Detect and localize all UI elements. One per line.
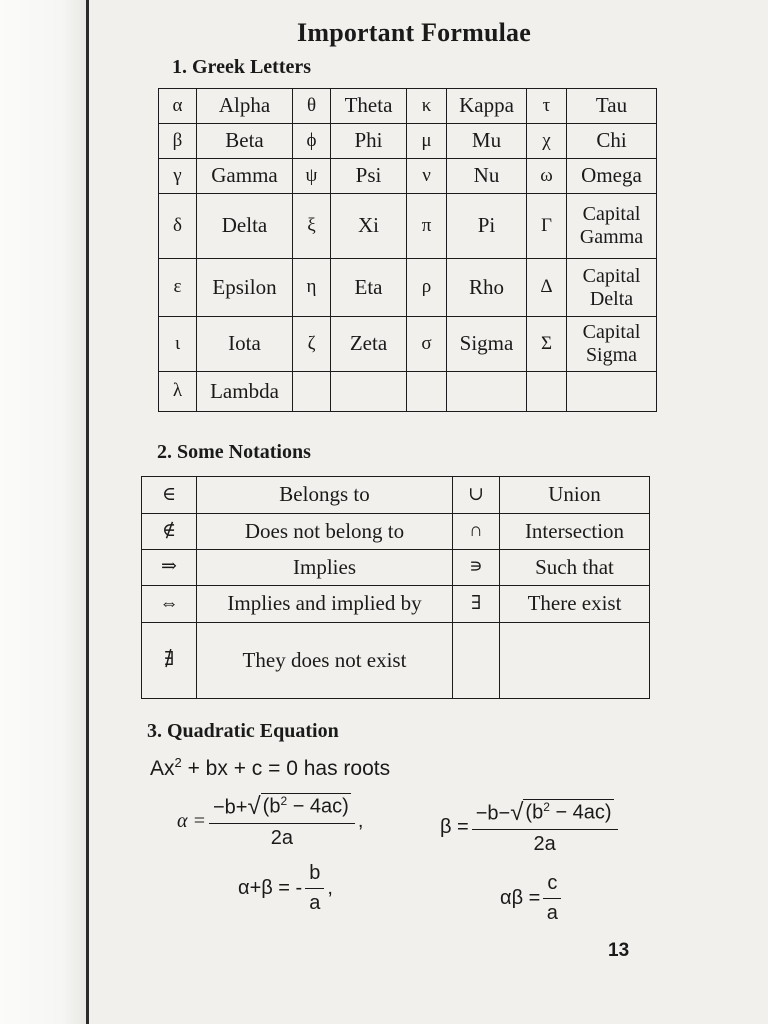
greek-name-cell: Capital Gamma <box>567 194 657 259</box>
notation-meaning-cell: There exist <box>500 586 650 623</box>
greek-symbol-cell: θ <box>293 89 331 124</box>
sum-of-roots-formula: α+β = - $\frac{b}{a}$ , <box>238 862 333 914</box>
notation-table-row <box>142 514 650 550</box>
greek-name-cell: Nu <box>447 159 527 194</box>
greek-symbol-cell: π <box>407 194 447 259</box>
greek-symbol-cell: ϕ <box>293 124 331 159</box>
greek-name-cell: Capital Delta <box>567 259 657 317</box>
greek-symbol-cell <box>407 372 447 412</box>
greek-table-row <box>159 317 657 372</box>
greek-symbol-cell: β <box>159 124 197 159</box>
greek-name-cell: Capital Sigma <box>567 317 657 372</box>
greek-name-cell: Omega <box>567 159 657 194</box>
notation-table-row <box>142 623 650 699</box>
greek-name-cell: Mu <box>447 124 527 159</box>
beta-fraction: −b− √ $(b^2 - 4ac)$ 2a <box>472 799 618 856</box>
greek-name-cell: Rho <box>447 259 527 317</box>
notation-meaning-cell: Such that <box>500 550 650 586</box>
greek-table-row <box>159 259 657 317</box>
greek-symbol-cell: ψ <box>293 159 331 194</box>
product-of-roots-formula: αβ = $\frac{c}{a}$ <box>500 872 564 925</box>
alpha-fraction: −b+ √ $(b^2 - 4ac)$ 2a <box>209 793 355 850</box>
notation-symbol-cell: ∩ <box>453 514 500 550</box>
beta-root-formula <box>440 799 621 856</box>
notation-symbol-cell: ∈ <box>142 477 197 514</box>
greek-name-cell: Xi <box>331 194 407 259</box>
greek-symbol-cell: σ <box>407 317 447 372</box>
notation-table-row <box>142 477 650 514</box>
greek-symbol-cell: Σ <box>527 317 567 372</box>
greek-name-cell: Theta <box>331 89 407 124</box>
greek-symbol-cell: α <box>159 89 197 124</box>
notation-meaning-cell: Implies and implied by <box>197 586 453 623</box>
notation-table-row <box>142 586 650 623</box>
notation-meaning-cell: They does not exist <box>197 623 453 699</box>
greek-symbol-cell: χ <box>527 124 567 159</box>
greek-symbol-cell: κ <box>407 89 447 124</box>
quadratic-equation: $Ax^2$ + bx + c = 0 has roots <box>150 755 391 780</box>
greek-symbol-cell: μ <box>407 124 447 159</box>
notation-meaning-cell: Belongs to <box>197 477 453 514</box>
greek-name-cell: Tau <box>567 89 657 124</box>
notation-symbol-cell <box>453 623 500 699</box>
greek-symbol-cell: ρ <box>407 259 447 317</box>
greek-letters-table <box>158 88 657 412</box>
greek-table-row <box>159 89 657 124</box>
greek-symbol-cell: ν <box>407 159 447 194</box>
notation-meaning-cell <box>500 623 650 699</box>
greek-name-cell: Epsilon <box>197 259 293 317</box>
notation-meaning-cell: Intersection <box>500 514 650 550</box>
greek-table-row <box>159 372 657 412</box>
greek-symbol-cell: τ <box>527 89 567 124</box>
notation-symbol-cell: ⇒ <box>142 550 197 586</box>
greek-name-cell: Kappa <box>447 89 527 124</box>
notation-symbol-cell: ⇔ <box>142 586 197 623</box>
notation-symbol-cell: ∄ <box>142 623 197 699</box>
greek-name-cell: Alpha <box>197 89 293 124</box>
greek-name-cell: Iota <box>197 317 293 372</box>
greek-symbol-cell <box>527 372 567 412</box>
notation-table-row <box>142 550 650 586</box>
greek-symbol-cell: δ <box>159 194 197 259</box>
notation-meaning-cell: Union <box>500 477 650 514</box>
greek-symbol-cell: λ <box>159 372 197 412</box>
alpha-lhs: α = <box>177 809 206 832</box>
notation-symbol-cell: ∉ <box>142 514 197 550</box>
greek-name-cell: Beta <box>197 124 293 159</box>
greek-symbol-cell: ω <box>527 159 567 194</box>
beta-lhs: β = <box>440 815 469 838</box>
notation-symbol-cell: ∃ <box>453 586 500 623</box>
greek-name-cell: Eta <box>331 259 407 317</box>
page-spine <box>86 0 89 1024</box>
greek-symbol-cell: Δ <box>527 259 567 317</box>
notations-table <box>141 476 650 699</box>
greek-name-cell <box>567 372 657 412</box>
greek-symbol-cell: Γ <box>527 194 567 259</box>
page-number: 13 <box>608 940 630 961</box>
greek-name-cell: Chi <box>567 124 657 159</box>
page-margin <box>0 0 88 1024</box>
quadratic-heading: 3. Quadratic Equation <box>147 720 339 742</box>
greek-symbol-cell: ε <box>159 259 197 317</box>
notation-symbol-cell: ∪ <box>453 477 500 514</box>
greek-letters-heading: 1. Greek Letters <box>172 56 312 78</box>
greek-symbol-cell: γ <box>159 159 197 194</box>
greek-name-cell: Gamma <box>197 159 293 194</box>
greek-symbol-cell: η <box>293 259 331 317</box>
page-title: Important Formulae <box>297 18 531 47</box>
greek-symbol-cell: ζ <box>293 317 331 372</box>
notation-meaning-cell: Does not belong to <box>197 514 453 550</box>
greek-name-cell: Zeta <box>331 317 407 372</box>
alpha-root-formula: α = −b+ √ $(b^2 - 4ac)$ 2a , <box>177 792 364 849</box>
greek-symbol-cell: ξ <box>293 194 331 259</box>
greek-name-cell <box>331 372 407 412</box>
greek-table-row <box>159 124 657 159</box>
notation-symbol-cell: ∍ <box>453 550 500 586</box>
greek-name-cell: Delta <box>197 194 293 259</box>
greek-symbol-cell: ι <box>159 317 197 372</box>
notation-meaning-cell: Implies <box>197 550 453 586</box>
greek-symbol-cell <box>293 372 331 412</box>
notations-heading: 2. Some Notations <box>157 441 311 463</box>
greek-table-row <box>159 159 657 194</box>
greek-name-cell <box>447 372 527 412</box>
greek-name-cell: Pi <box>447 194 527 259</box>
greek-table-row <box>159 194 657 259</box>
greek-name-cell: Sigma <box>447 317 527 372</box>
greek-name-cell: Psi <box>331 159 407 194</box>
greek-name-cell: Lambda <box>197 372 293 412</box>
greek-name-cell: Phi <box>331 124 407 159</box>
